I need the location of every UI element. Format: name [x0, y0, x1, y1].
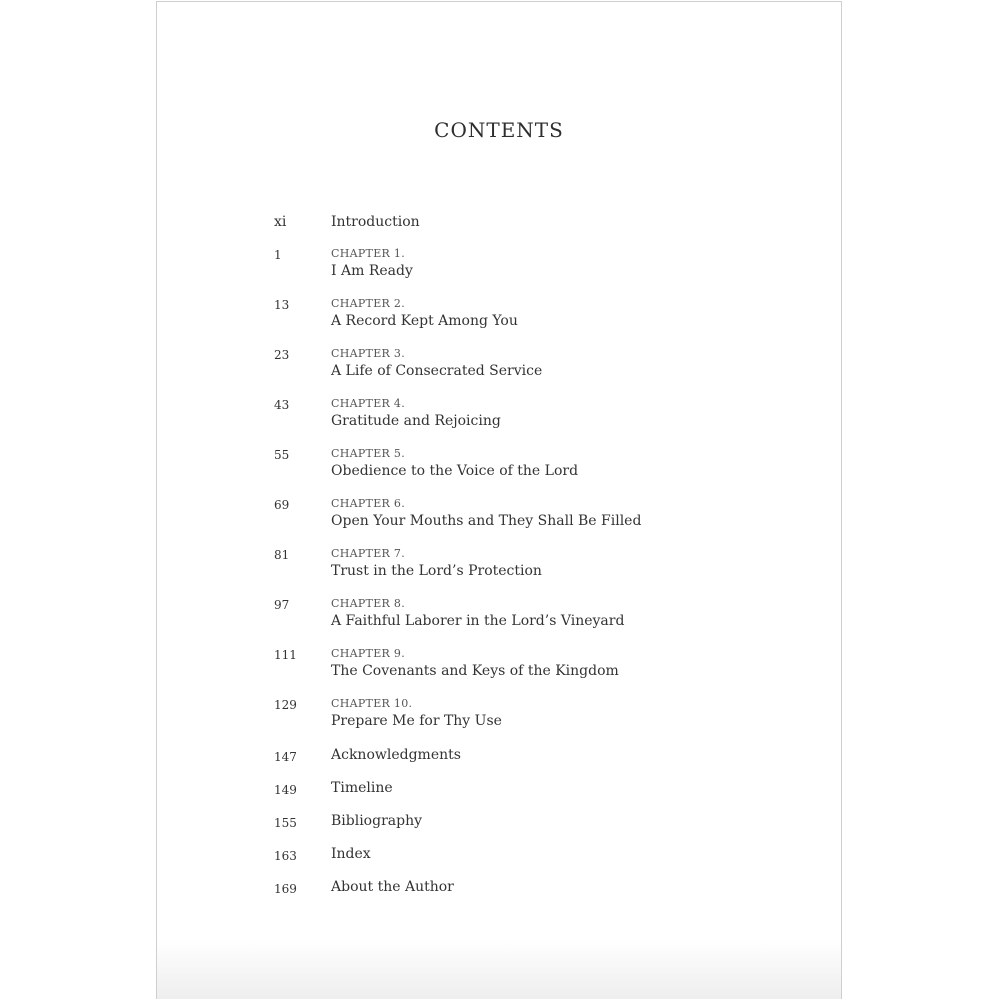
toc-entry-title: A Faithful Laborer in the Lord’s Vineyard	[331, 613, 625, 629]
toc-entry-chapter-6[interactable]	[274, 495, 794, 545]
toc-chapter-label: CHAPTER 3.	[331, 347, 405, 360]
toc-entry-title: Open Your Mouths and They Shall Be Filled	[331, 513, 642, 529]
toc-entry-chapter-9[interactable]	[274, 645, 794, 695]
toc-chapter-label: CHAPTER 1.	[331, 247, 405, 260]
toc-chapter-label: CHAPTER 4.	[331, 397, 405, 410]
toc-entry-title: Prepare Me for Thy Use	[331, 713, 502, 729]
toc-entry-chapter-8[interactable]	[274, 595, 794, 645]
toc-page-number: 155	[274, 816, 297, 830]
toc-chapter-label: CHAPTER 5.	[331, 447, 405, 460]
toc-entry-index[interactable]	[274, 844, 794, 877]
page-bottom-shadow	[157, 939, 841, 999]
toc-entry-title: Introduction	[331, 214, 420, 230]
toc-entry-title: The Covenants and Keys of the Kingdom	[331, 663, 619, 679]
page-title: CONTENTS	[434, 118, 564, 142]
toc-chapter-label: CHAPTER 8.	[331, 597, 405, 610]
book-page	[156, 1, 842, 999]
toc-chapter-label: CHAPTER 9.	[331, 647, 405, 660]
toc-entry-timeline[interactable]	[274, 778, 794, 811]
toc-page-number: 23	[274, 348, 290, 362]
toc-chapter-label: CHAPTER 7.	[331, 547, 405, 560]
toc-chapter-label: CHAPTER 2.	[331, 297, 405, 310]
toc-page-number: 55	[274, 448, 290, 462]
toc-page-number: 149	[274, 783, 297, 797]
toc-entry-chapter-2[interactable]	[274, 295, 794, 345]
toc-page-number: 1	[274, 248, 282, 262]
toc-entry-title: Gratitude and Rejoicing	[331, 413, 501, 429]
toc-page-number: 129	[274, 698, 297, 712]
toc-entry-chapter-3[interactable]	[274, 345, 794, 395]
toc-entry-title: Index	[331, 846, 371, 862]
toc-entry-title: Acknowledgments	[331, 747, 461, 763]
toc-page-number: 97	[274, 598, 290, 612]
toc-entry-acknowledgments[interactable]	[274, 745, 794, 778]
toc-entry-title: A Life of Consecrated Service	[331, 363, 543, 379]
toc-entry-chapter-7[interactable]	[274, 545, 794, 595]
toc-entry-title: About the Author	[331, 879, 454, 895]
toc-entry-chapter-1[interactable]	[274, 245, 794, 295]
toc-page-number: 169	[274, 882, 297, 896]
toc-chapter-label: CHAPTER 10.	[331, 697, 413, 710]
toc-page-number: 13	[274, 298, 290, 312]
toc-entry-chapter-10[interactable]	[274, 695, 794, 745]
toc-entry-bibliography[interactable]	[274, 811, 794, 844]
toc-entry-about-the-author[interactable]	[274, 877, 794, 910]
toc-entry-title: I Am Ready	[331, 263, 413, 279]
toc-entry-title: Trust in the Lord’s Protection	[331, 563, 542, 579]
toc-page-number: 163	[274, 849, 297, 863]
toc-entry-title: Timeline	[331, 780, 393, 796]
toc-page-number: 111	[274, 648, 297, 662]
toc-entry-introduction[interactable]	[274, 212, 794, 245]
toc-entry-chapter-5[interactable]	[274, 445, 794, 495]
toc-entry-title: Bibliography	[331, 813, 422, 829]
toc-page-number: xi	[274, 214, 287, 230]
toc-page-number: 81	[274, 548, 290, 562]
toc-entry-title: Obedience to the Voice of the Lord	[331, 463, 579, 479]
toc-chapter-label: CHAPTER 6.	[331, 497, 405, 510]
toc-page-number: 69	[274, 498, 290, 512]
toc-entry-chapter-4[interactable]	[274, 395, 794, 445]
toc-entry-title: A Record Kept Among You	[331, 313, 518, 329]
toc-page-number: 43	[274, 398, 290, 412]
toc-page-number: 147	[274, 750, 297, 764]
table-of-contents	[274, 212, 794, 910]
